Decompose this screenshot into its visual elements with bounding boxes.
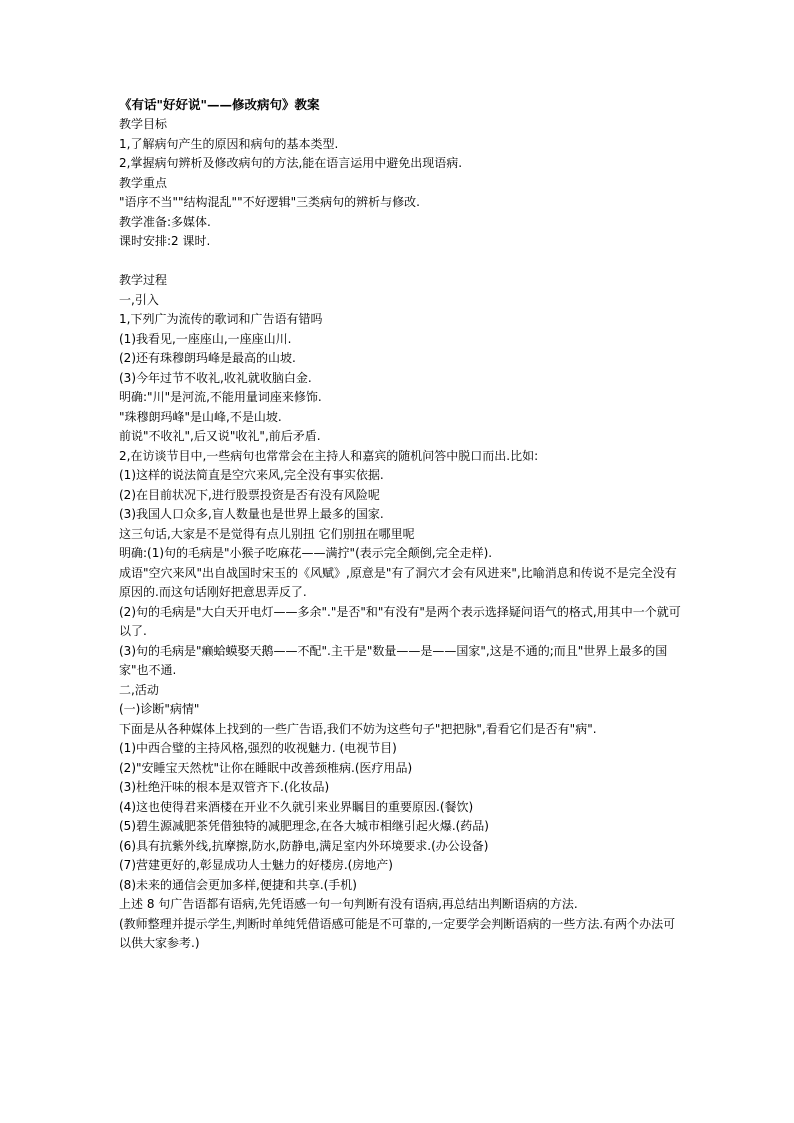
intro-question-1: 1,下列广为流传的歌词和广告语有错吗 xyxy=(119,312,323,326)
example-line: (1)我看见,一座座山,一座座山川. xyxy=(119,331,292,346)
explanation-line: 明确:"川"是河流,不能用量词座来修饰. xyxy=(119,390,322,404)
explanation-line: 前说"不收礼",后又说"收礼",前后矛盾. xyxy=(119,429,321,443)
explanation-line: 明确:(1)句的毛病是"小猴子吃麻花——满拧"(表示完全颠倒,完全走样). xyxy=(119,546,493,560)
example-line: (2)还有珠穆朗玛峰是最高的山坡. xyxy=(119,351,296,365)
document-page xyxy=(119,95,684,954)
ad-example: (3)杜绝汗味的根本是双管齐下.(化妆品) xyxy=(119,780,330,794)
intro-question-2: 2,在访谈节目中,一些病句也常常会在主持人和嘉宾的随机问答中脱口而出.比如: xyxy=(119,448,539,463)
explanation-line: "珠穆朗玛峰"是山峰,不是山坡. xyxy=(119,409,282,424)
goal-2: 2,掌握病句辨析及修改病句的方法,能在语言运用中避免出现语病. xyxy=(119,156,463,170)
ad-example: (4)这也使得君来酒楼在开业不久就引来业界瞩目的重要原因.(餐饮) xyxy=(119,799,474,814)
goal-1: 1,了解病句产生的原因和病句的基本类型. xyxy=(119,136,339,151)
explanation-paragraph: 成语"空穴来风"出自战国时宋玉的《风赋》,原意是"有了洞穴才会有风进来",比喻消息和传说不是完全没有原因的.而这句话刚好把意思弄反了. xyxy=(119,565,677,599)
ad-example: (8)未来的通信会更加多样,便捷和共享.(手机) xyxy=(119,877,357,892)
ad-example: (1)中西合璧的主持风格,强烈的收视魅力. (电视节目) xyxy=(119,741,397,755)
explanation-paragraph: (2)句的毛病是"大白天开电灯——多余"."是否"和"有没有"是两个表示选择疑问语气的格式,用其中一个就可以了. xyxy=(119,604,681,638)
example-line: (3)我国人口众多,盲人数量也是世界上最多的国家. xyxy=(119,507,384,521)
heading-process: 教学过程 xyxy=(119,273,168,287)
schedule-text: 课时安排:2 课时. xyxy=(119,234,211,248)
heading-key-points: 教学重点 xyxy=(119,175,168,190)
ad-example: (7)营建更好的,彰显成功人士魅力的好楼房.(房地产) xyxy=(119,858,393,872)
heading-teaching-goals: 教学目标 xyxy=(119,117,168,131)
activity-intro: 下面是从各种媒体上找到的一些广告语,我们不妨为这些句子"把把脉",看看它们是否有"病". xyxy=(119,721,597,736)
example-line: (1)这样的说法简直是空穴来风,完全没有事实依据. xyxy=(119,468,384,482)
key-points-text: "语序不当""结构混乱""不好逻辑"三类病句的辨析与修改. xyxy=(119,195,420,209)
blank-line xyxy=(119,252,684,272)
document-title: 《有话"好好说"——修改病句》教案 xyxy=(119,97,320,112)
teacher-note: (教师整理并提示学生,判断时单纯凭借语感可能是不可靠的,一定要学会判断语病的一些方法.有两个办法可以供大家参考.) xyxy=(119,916,676,950)
example-line: (3)今年过节不收礼,收礼就收脑白金. xyxy=(119,370,312,385)
subsection-diagnosis: (一)诊断"病情" xyxy=(119,702,200,716)
discussion-line: 这三句话,大家是不是觉得有点儿别扭 它们别扭在哪里呢 xyxy=(119,526,415,541)
ad-example: (2)"安睡宝天然枕"让你在睡眠中改善颈椎病.(医疗用品) xyxy=(119,760,413,775)
ad-example: (6)具有抗紫外线,抗摩擦,防水,防静电,满足室内外环境要求.(办公设备) xyxy=(119,838,489,853)
summary-line: 上述 8 句广告语都有语病,先凭语感一句一句判断有没有语病,再总结出判断语病的方法. xyxy=(119,897,578,911)
example-line: (2)在目前状况下,进行股票投资是否有没有风险呢 xyxy=(119,487,380,502)
ad-example: (5)碧生源减肥茶凭借独特的减肥理念,在各大城市相继引起火爆.(药品) xyxy=(119,819,489,833)
section-intro: 一,引入 xyxy=(119,292,159,307)
section-activity: 二,活动 xyxy=(119,682,159,697)
preparation-text: 教学准备:多媒体. xyxy=(119,214,211,229)
explanation-paragraph: (3)句的毛病是"癞蛤蟆娶天鹅——不配".主干是"数量——是——国家",这是不通的;而且"世界上最多的国家"也不通. xyxy=(119,643,668,677)
